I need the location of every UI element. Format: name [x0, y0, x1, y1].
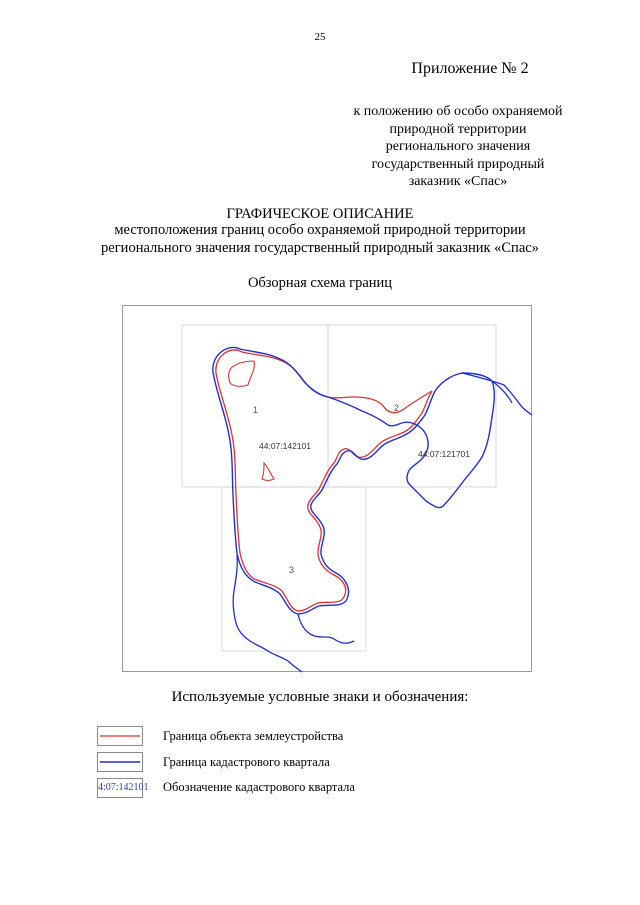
legend-symbol-cadastral-boundary — [97, 752, 143, 772]
description-line: регионального значения государственный природный заказник «Спас» — [101, 240, 539, 256]
document-description — [0, 221, 640, 257]
appendix-line: природной территории — [389, 121, 527, 137]
appendix-title: Приложение № 2 — [411, 60, 529, 77]
cadastral-label: 44:07:121701 — [418, 449, 470, 459]
cadastral-label: 44:07:142101 — [259, 441, 311, 451]
parcel-label: 2 — [394, 403, 400, 413]
appendix-line: заказник «Спас» — [408, 174, 508, 189]
parcel-label: 1 — [253, 405, 259, 415]
appendix-line: регионального значения — [385, 139, 531, 154]
boundary-map — [122, 305, 532, 672]
scheme-title: Обзорная схема границ — [247, 275, 393, 291]
legend-label: Обозначение кадастрового квартала — [163, 780, 355, 794]
legend-symbol-cadastral-code: 4:07:142101 — [97, 778, 143, 798]
appendix-subtitle — [336, 103, 580, 191]
legend-title: Используемые условные знаки и обозначения: — [171, 689, 469, 705]
appendix-line: государственный природный — [371, 156, 545, 172]
legend-symbol-object-boundary — [97, 726, 143, 746]
legend-label: Граница кадастрового квартала — [163, 755, 330, 769]
legend-label: Граница объекта землеустройства — [163, 729, 344, 743]
appendix-line: к положению об особо охраняемой — [353, 104, 563, 119]
map-frame — [123, 306, 532, 672]
parcel-label: 3 — [289, 565, 295, 575]
document-title: ГРАФИЧЕСКОЕ ОПИСАНИЕ — [226, 206, 414, 222]
page-number: 25 — [314, 31, 326, 43]
description-line: местоположения границ особо охраняемой природной территории — [114, 222, 526, 238]
